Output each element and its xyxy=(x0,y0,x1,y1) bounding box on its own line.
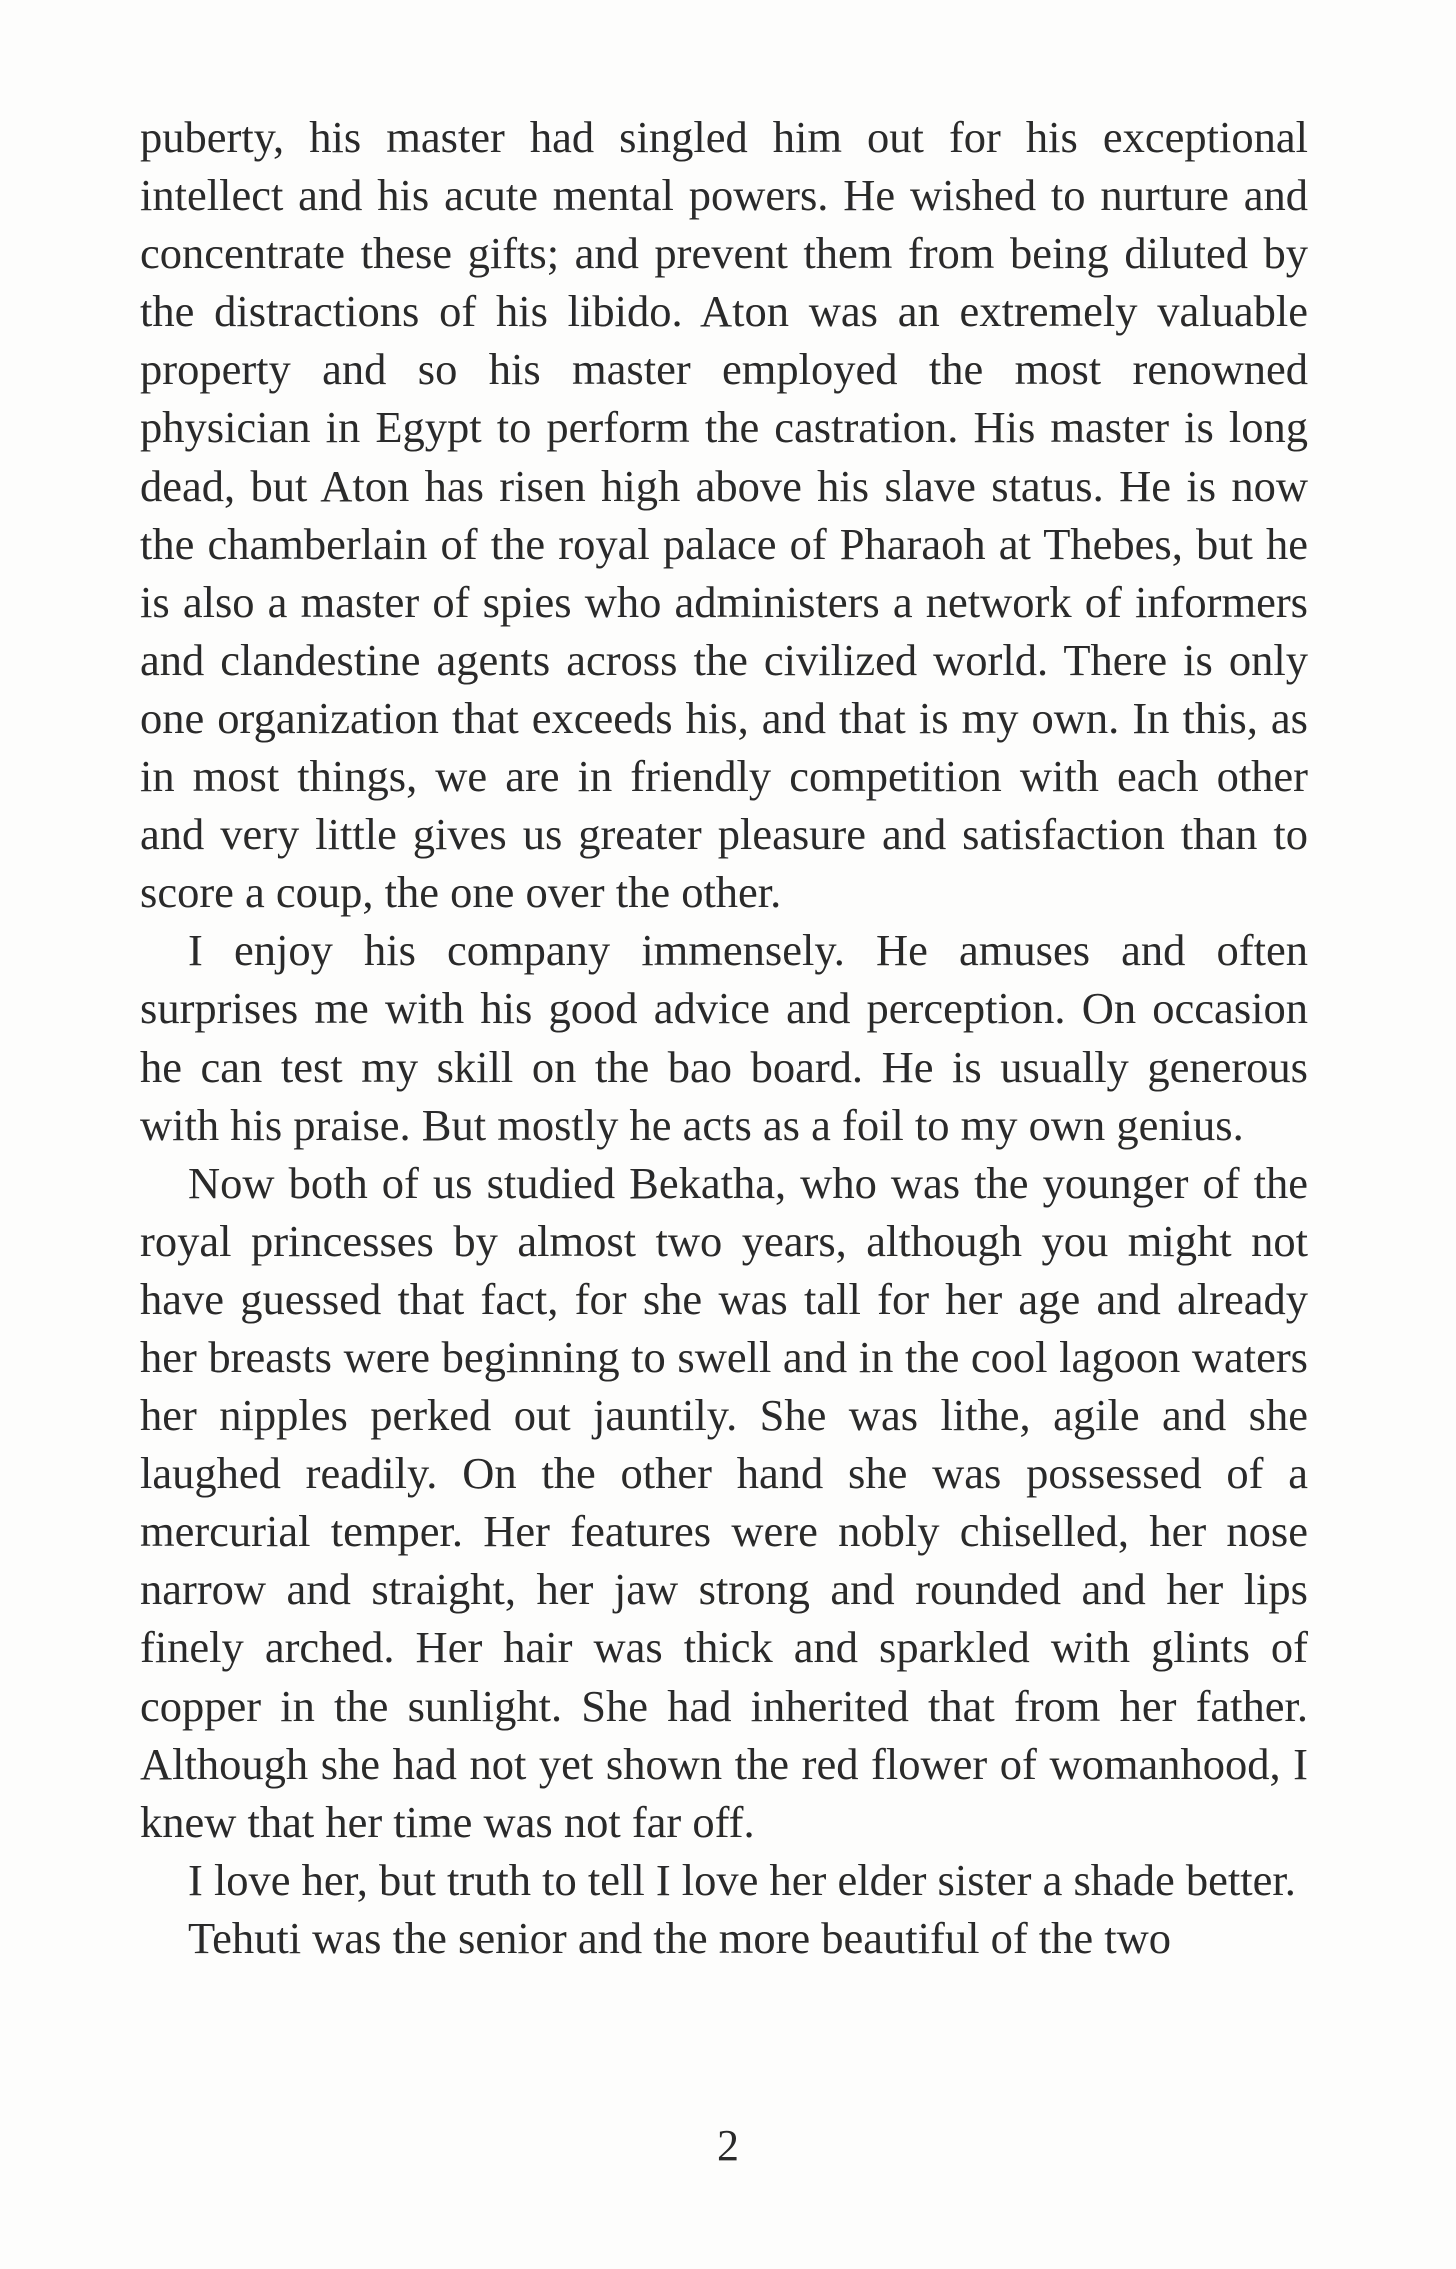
paragraph-5: Tehuti was the senior and the more beautiful of the two xyxy=(188,1912,1172,1963)
page-number: 2 xyxy=(717,2121,739,2170)
paragraph-3: Now both of us studied Bekatha, who was the younger of the royal princesses by almost two years, although you might not have guessed that fact, for she was tall for her age and already her breasts were beginning to swell and in the cool lagoon waters her nipples perked out jauntily. She was lithe, agile and she laughed readily. On the other hand she was possessed of a mercurial temper. Her features were nobly chiselled, her nose narrow and straight, her jaw strong and rounded and her lips finely arched. Her hair was thick and sparkled with glints of copper in the sunlight. She had inherited that from her father. Although she had not yet shown the red flower of womanhood, I knew that her time was not far off. xyxy=(140,1157,1308,1847)
paragraph-1: puberty, his master had singled him out for his exceptional intellect and his acute mental powers. He wished to nurture and concentrate these gifts; and prevent them from being diluted by the distractions of his libido. Aton was an extremely valuable property and so his master employed the most renowned physician in Egypt to perform the castration. His master is long dead, but Aton has risen high above his slave status. He is now the chamberlain of the royal palace of Pharaoh at Thebes, but he is also a master of spies who administers a network of informers and clandestine agents across the civilized world. There is only one organization that exceeds his, and that is my own. In this, as in most things, we are in friendly competition with each other and very little gives us greater pleasure and satisfaction than to score a coup, the one over the other. xyxy=(140,112,1308,918)
paragraph-4: I love her, but truth to tell I love her elder sister a shade better. xyxy=(188,1854,1296,1905)
paragraph-2: I enjoy his company immensely. He amuses and often surprises me with his good advice and perception. On occasion he can test my skill on the bao board. He is usually generous with his praise. But mostly he acts as a foil to my own genius. xyxy=(140,925,1308,1150)
body-text xyxy=(140,108,1308,1967)
